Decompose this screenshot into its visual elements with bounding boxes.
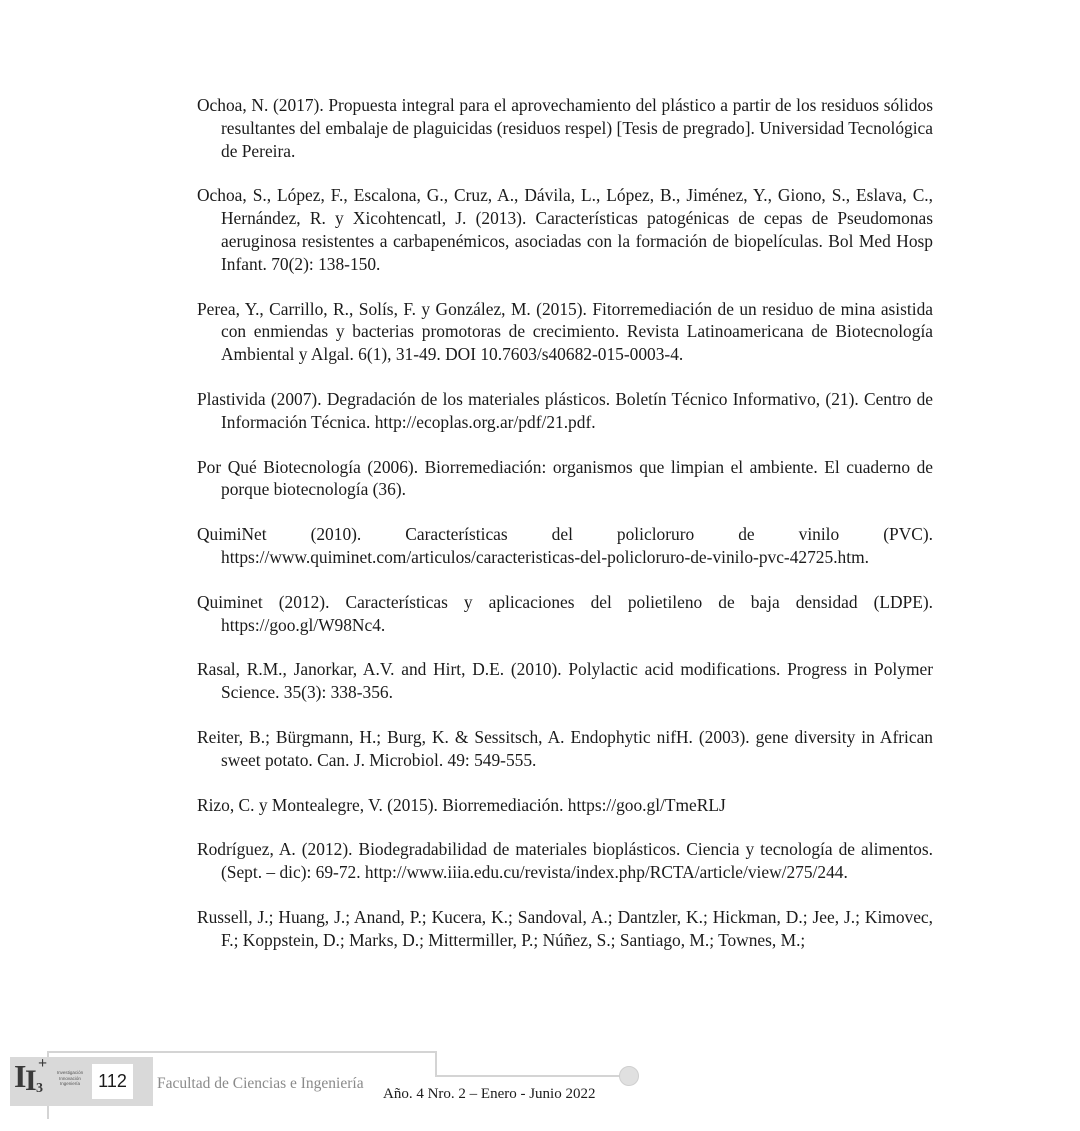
footer-divider — [435, 1051, 437, 1077]
footer-divider — [47, 1051, 436, 1053]
reference-entry: Por Qué Biotecnología (2006). Biorremediación: organismos que limpian el ambiente. El cuaderno de porque biotecnología (36). — [197, 456, 933, 500]
footer-divider — [435, 1075, 621, 1077]
footer-circle-ornament — [619, 1066, 639, 1086]
reference-entry: Ochoa, S., López, F., Escalona, G., Cruz, A., Dávila, L., López, B., Jiménez, Y., Giono, S., Eslava, C., Hernández, R. y Xicohtencatl, J. (2013). Características patogénicas de cepas de Pseudomonas aeruginosa resistentes a carbapenémicos, asociadas con la formación de biopelículas. Bol Med Hosp Infant. 70(2): 138-150. — [197, 185, 933, 274]
journal-logo-tagline: Investigación Innovación Ingeniería — [56, 1070, 84, 1086]
faculty-name: Facultad de Ciencias e Ingeniería — [157, 1075, 364, 1092]
journal-logo: I I + 3 — [14, 1055, 48, 1097]
reference-entry: Reiter, B.; Bürgmann, H.; Burg, K. & Sessitsch, A. Endophytic nifH. (2003). gene diversity in African sweet potato. Can. J. Microbiol. 49: 549-555. — [197, 726, 933, 770]
reference-entry: Rodríguez, A. (2012). Biodegradabilidad de materiales bioplásticos. Ciencia y tecnología de alimentos. (Sept. – dic): 69-72. http://www.iiia.edu.cu/revista/index.php/RCTA/article/view/275/244. — [197, 839, 933, 883]
reference-entry: Perea, Y., Carrillo, R., Solís, F. y González, M. (2015). Fitorremediación de un residuo de mina asistida con enmiendas y bacterias promotoras de crecimiento. Revista Latinoamericana de Biotecnología Ambiental y Algal. 6(1), 31-49. DOI 10.7603/s40682-015-0003-4. — [197, 298, 933, 365]
reference-entry: QuimiNet (2010). Características del policloruro de vinilo (PVC). https://www.quiminet.com/articulos/caracteristicas-del-policloruro-de-vinilo-pvc-42725.htm. — [197, 524, 933, 567]
reference-entry: Russell, J.; Huang, J.; Anand, P.; Kucera, K.; Sandoval, A.; Dantzler, K.; Hickman, D.; Jee, J.; Kimovec, F.; Koppstein, D.; Marks, D.; Mittermiller, P.; Núñez, S.; Santiago, M.; Townes, M.; — [197, 906, 933, 950]
page-number: 112 — [92, 1064, 133, 1099]
reference-entry: Rasal, R.M., Janorkar, A.V. and Hirt, D.E. (2010). Polylactic acid modifications. Progress in Polymer Science. 35(3): 338-356. — [197, 659, 933, 703]
reference-entry: Plastivida (2007). Degradación de los materiales plásticos. Boletín Técnico Informativo, (21). Centro de Información Técnica. http://ecoplas.org.ar/pdf/21.pdf. — [197, 388, 933, 432]
issue-info: Año. 4 Nro. 2 – Enero - Junio 2022 — [383, 1086, 596, 1102]
reference-list — [197, 94, 933, 974]
reference-entry: Quiminet (2012). Características y aplicaciones del polietileno de baja densidad (LDPE). https://goo.gl/W98Nc4. — [197, 591, 933, 635]
reference-entry: Rizo, C. y Montealegre, V. (2015). Biorremediación. https://goo.gl/TmeRLJ — [197, 794, 726, 815]
reference-entry: Ochoa, N. (2017). Propuesta integral para el aprovechamiento del plástico a partir de los residuos sólidos resultantes del embalaje de plaguicidas (residuos respel) [Tesis de pregrado]. Universidad Tecnológica de Pereira. — [197, 95, 933, 161]
